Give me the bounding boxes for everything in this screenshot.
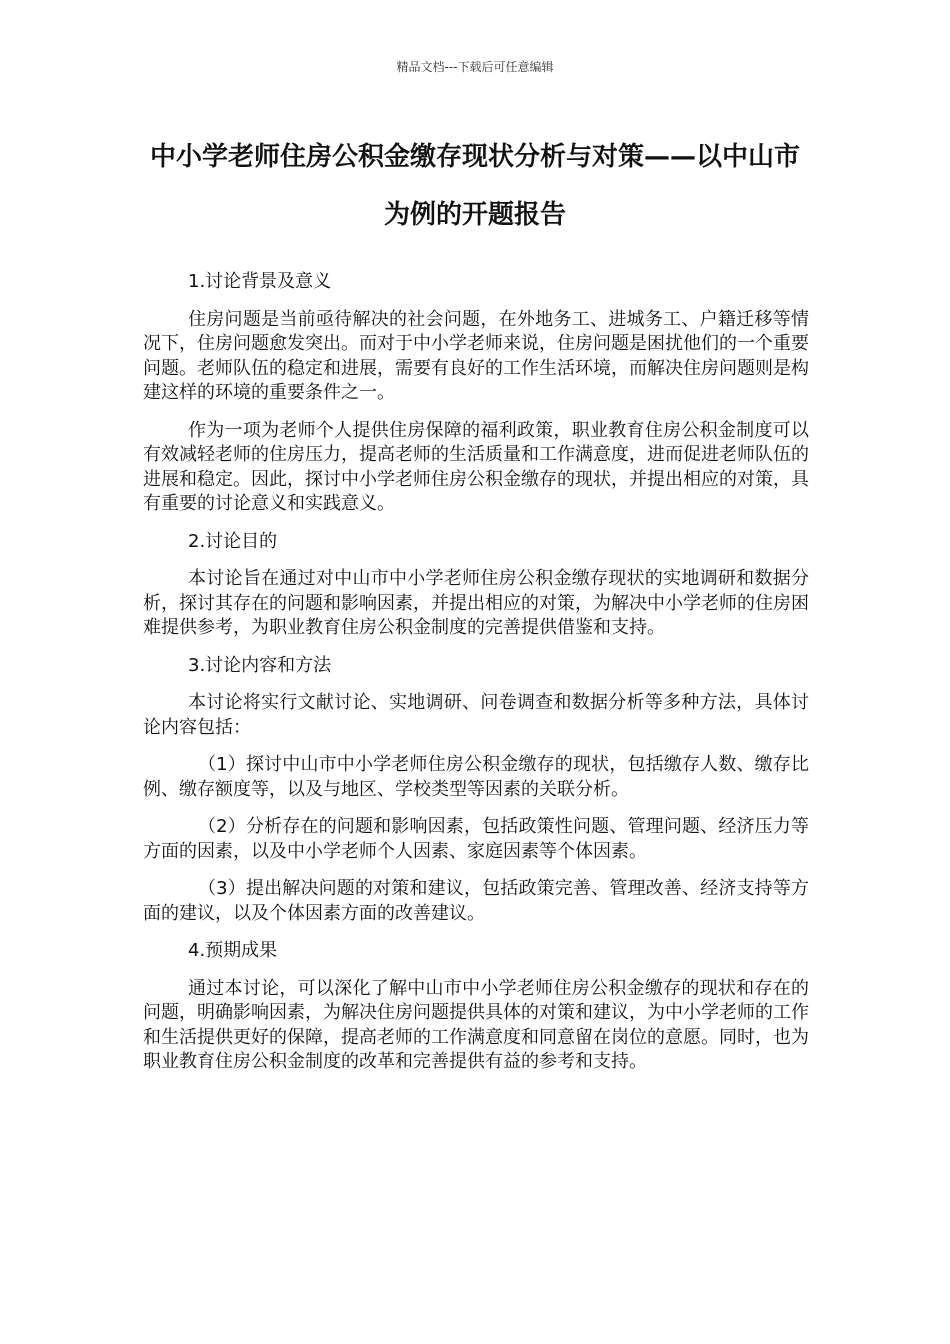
paragraph: 住房问题是当前亟待解决的社会问题，在外地务工、进城务工、户籍迁移等情况下，住房问题愈发突出。而对于中小学老师来说，住房问题是困扰他们的一个重要问题。老师队伍的稳定和进展，需要有良好的工作生活环境，而解决住房问题则是构建这样的环境的重要条件之一。 [143,308,809,403]
header-note: 精品文档---下载后可任意编辑 [396,60,554,74]
paragraph: 作为一项为老师个人提供住房保障的福利政策，职业教育住房公积金制度可以有效减轻老师的住房压力，提高老师的生活质量和工作满意度，进而促进老师队伍的进展和稳定。因此，探讨中小学老师住房公积金缴存的现状，并提出相应的对策，具有重要的讨论意义和实践意义。 [143,419,809,514]
document-body [143,270,809,1088]
paragraph: 本讨论旨在通过对中山市中小学老师住房公积金缴存现状的实地调研和数据分析，探讨其存在的问题和影响因素，并提出相应的对策，为解决中小学老师的住房困难提供参考，为职业教育住房公积金制度的完善提供借鉴和支持。 [143,568,809,638]
list-item: （1）探讨中山市中小学老师住房公积金缴存的现状，包括缴存人数、缴存比例、缴存额度等，以及与地区、学校类型等因素的关联分析。 [143,754,809,800]
section-heading: 1.讨论背景及意义 [188,271,332,292]
list-item: （2）分析存在的问题和影响因素，包括政策性问题、管理问题、经济压力等方面的因素，以及中小学老师个人因素、家庭因素等个体因素。 [143,816,809,862]
list-item: （3）提出解决问题的对策和建议，包括政策完善、管理改善、经济支持等方面的建议，以及个体因素方面的改善建议。 [143,878,809,924]
paragraph: 通过本讨论，可以深化了解中山市中小学老师住房公积金缴存的现状和存在的问题，明确影响因素，为解决住房问题提供具体的对策和建议，为中小学老师的工作和生活提供更好的保障，提高老师的工作满意度和同意留在岗位的意愿。同时，也为职业教育住房公积金制度的改革和完善提供有益的参考和支持。 [143,977,809,1072]
section-heading: 3.讨论内容和方法 [188,654,332,676]
section-heading: 4.预期成果 [188,940,278,961]
document-title: 中小学老师住房公积金缴存现状分析与对策——以中山市为例的开题报告 [149,142,800,230]
paragraph: 本讨论将实行文献讨论、实地调研、问卷调查和数据分析等多种方法，具体讨论内容包括： [143,692,809,738]
section-heading: 2.讨论目的 [188,530,278,552]
